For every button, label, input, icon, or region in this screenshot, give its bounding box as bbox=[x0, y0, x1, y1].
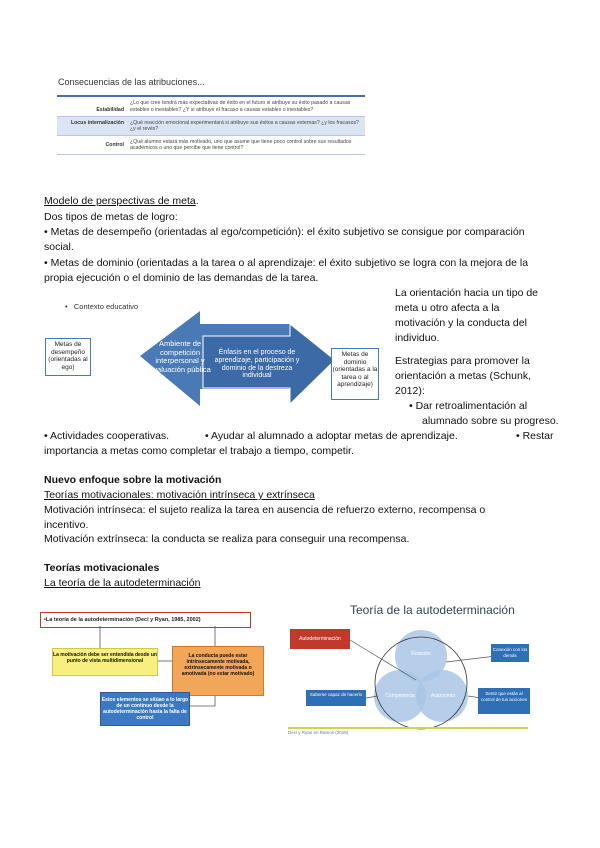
note-connection: Conexión con los demás bbox=[491, 644, 529, 662]
row-text: ¿Qué reacción emocional experimentará si atribuye sus éxitos a causas externas? ¿y los fracasos? ¿y el revés? bbox=[127, 117, 365, 135]
performance-goals-box: Metas de desempeño (orientadas al ego) bbox=[45, 338, 91, 376]
intrinsic-line: incentivo. bbox=[44, 519, 89, 531]
row-key: Control bbox=[105, 141, 124, 148]
side-line: individuo. bbox=[395, 332, 440, 344]
side-strategy-line: Estrategias para promover la bbox=[395, 355, 530, 367]
side-bullet: alumnado sobre su progreso. bbox=[422, 415, 559, 427]
extrinsic-line: Motivación extrínseca: la conducta se realiza para conseguir una recompensa. bbox=[44, 533, 410, 545]
table-row bbox=[57, 136, 365, 155]
venn-diagram bbox=[286, 600, 531, 738]
row-key: Locus internalización bbox=[57, 117, 127, 135]
goals-line: Dos tipos de metas de logro: bbox=[44, 211, 178, 223]
red-box-autodeterminacion: Autodeterminación bbox=[290, 629, 350, 649]
theories-title: Teorías motivacionales bbox=[44, 562, 160, 574]
row-key: Estabilidad bbox=[96, 107, 124, 113]
goals-line: social. bbox=[44, 241, 74, 253]
activity-item: • Actividades cooperativas. bbox=[44, 430, 170, 442]
theories-subtitle: La teoría de la autodeterminación bbox=[44, 577, 201, 589]
side-line: La orientación hacia un tipo de bbox=[395, 287, 539, 299]
side-bullet: • Dar retroalimentación al bbox=[409, 400, 528, 412]
venn-title: Teoría de la autodeterminación bbox=[350, 603, 515, 617]
goals-line: • Metas de desempeño (orientadas al ego/competición): el éxito subjetivo se consigue por comparación bbox=[44, 226, 525, 238]
activity-item: importancia a metas como completar el trabajo a tiempo, competir. bbox=[44, 445, 354, 457]
goals-line: propia ejecución o el dominio de las demandas de la tarea. bbox=[44, 272, 319, 284]
label-relation: Relación bbox=[411, 651, 431, 657]
new-focus-title: Nuevo enfoque sobre la motivación bbox=[44, 474, 222, 486]
sdt-box-motivation-types: La conducta puede estar intrínsecamente motivada, extrínsecamente motivada o amotivada (no estar motivado) bbox=[172, 646, 264, 696]
sdt-box-continuum: Estos elementos se sitúan a lo largo de un continuo desde la autodeterminación hasta la falta de control bbox=[100, 692, 190, 726]
arrow2-text: Énfasis en el proceso de aprendizaje, participación y dominio de la destreza individual bbox=[214, 349, 300, 380]
new-focus-subtitle: Teorías motivacionales: motivación intrínseca y extrínseca bbox=[44, 489, 315, 501]
arrow1-text: Ambiente de competición interpersonal y evaluación pública bbox=[149, 339, 211, 374]
side-line: motivación y la conducta del bbox=[395, 317, 527, 329]
sdt-box-multidimensional: La motivación debe ser entendida desde un punto de vista multidimensional bbox=[52, 648, 158, 676]
table-row bbox=[57, 117, 365, 136]
goals-line: • Metas de dominio (orientadas a la tarea o al aprendizaje: el éxito subjetivo se logra con la mejora de la bbox=[44, 257, 529, 269]
side-text-line bbox=[395, 285, 558, 301]
label-autonomy: Autonomía bbox=[430, 693, 456, 699]
row-text: ¿Qué alumno estará más motivado, uno que asume que tiene poco control sobre sus resultados académicos o uno que percibe que tiene control? bbox=[130, 138, 352, 151]
sdt-header: •La teoría de la autodeterminación (Deci y Ryan, 1985, 2002) bbox=[40, 612, 251, 628]
note-capable: Saberse capaz de hacerlo bbox=[306, 690, 366, 706]
goal-orientation-diagram bbox=[45, 296, 390, 424]
attributions-table bbox=[57, 95, 365, 155]
sdt-slide-left bbox=[40, 606, 280, 738]
attributions-title: Consecuencias de las atribuciones... bbox=[58, 77, 205, 87]
context-label: • Contexto educativo bbox=[65, 302, 139, 311]
side-line: meta u otro afecta a la bbox=[395, 302, 500, 314]
mastery-goals-box: Metas de dominio (orientadas a la tarea o al aprendizaje) bbox=[331, 348, 379, 400]
citation: Deci y Ryan en Ramos (2018) bbox=[288, 727, 528, 735]
goals-heading-dot: . bbox=[195, 195, 199, 207]
goals-heading-wrap bbox=[44, 193, 199, 209]
side-strategy-line: orientación a metas (Schunk, bbox=[395, 370, 531, 382]
activity-item: • Restar bbox=[516, 430, 554, 442]
row-text: ¿Lo que cree tendrá más expectativas de éxito en el futuro si atribuye su éxito pasado a causas estables o inestables? ¿Y si atribuye el fracaso a causas estables o inestables? bbox=[130, 100, 351, 113]
goals-heading: Modelo de perspectivas de meta bbox=[44, 195, 196, 207]
activity-item: • Ayudar al alumnado a adoptar metas de aprendizaje. bbox=[205, 430, 458, 442]
intrinsic-line: Motivación intrínseca: el sujeto realiza la tarea en ausencia de refuerzo externo, recompensa o bbox=[44, 504, 486, 516]
label-competence: Competencia bbox=[385, 693, 415, 699]
note-control: Sentir que estás al control de tus acciones bbox=[478, 688, 530, 714]
sdt-slide-right bbox=[286, 600, 531, 738]
table-row bbox=[57, 97, 365, 117]
side-strategy-line: 2012): bbox=[395, 385, 425, 397]
